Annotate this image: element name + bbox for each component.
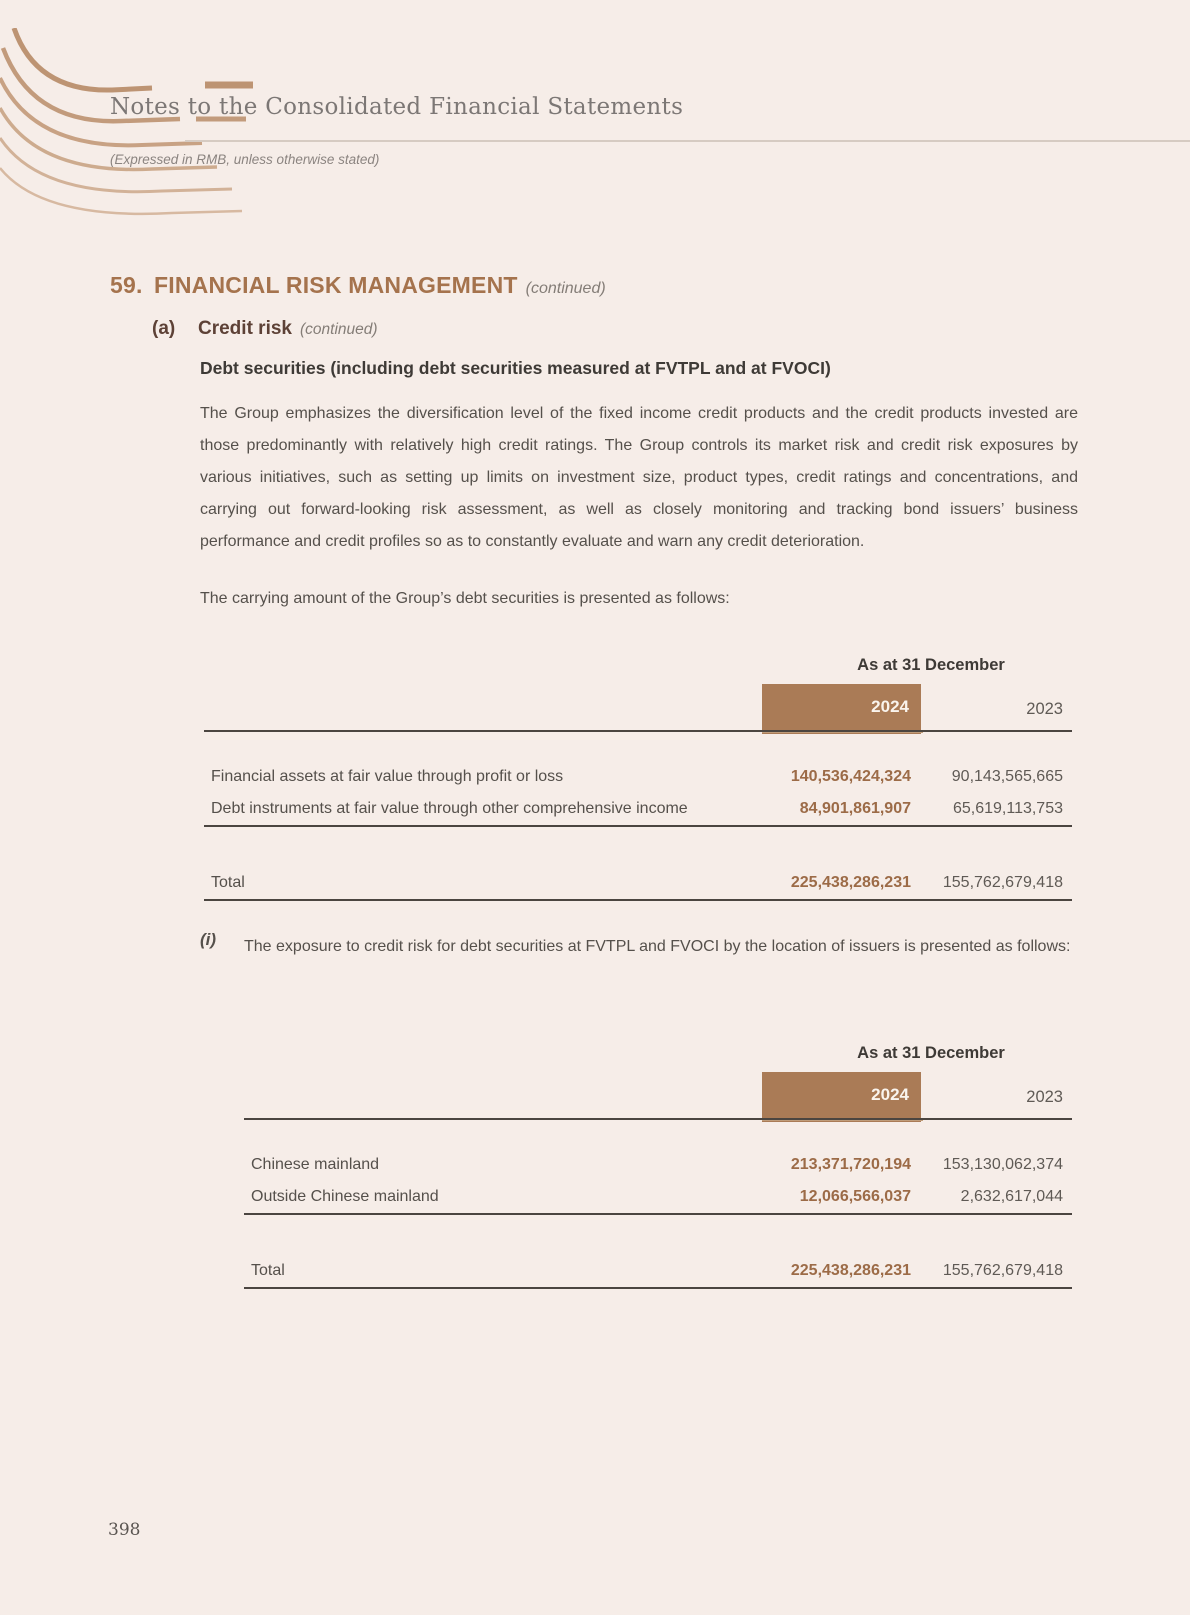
section-heading [110, 272, 606, 299]
table-row [244, 1149, 1072, 1181]
subsection-label: (a) [152, 318, 176, 339]
row-label: Outside Chinese mainland [251, 1188, 439, 1205]
value-2023: 90,143,565,665 [951, 768, 1063, 785]
value-2023: 65,619,113,753 [952, 800, 1063, 817]
spacer [204, 733, 1072, 761]
item-i-text: The exposure to credit risk for debt securities at FVTPL and FVOCI by the location of issuers is presented as follows: [244, 938, 1071, 955]
spacer [244, 1215, 1072, 1255]
year-header-row [204, 684, 1072, 730]
total-value-2024: 225,438,286,231 [790, 1262, 911, 1279]
table-row [204, 761, 1072, 793]
value-2024: 140,536,424,324 [790, 768, 911, 785]
total-value-2024: 225,438,286,231 [790, 874, 911, 891]
year-header-row [244, 1072, 1072, 1118]
subsection-continued: (continued) [299, 321, 378, 338]
value-2023: 2,632,617,044 [960, 1188, 1063, 1205]
empty-cell [204, 684, 762, 734]
total-row [244, 1255, 1072, 1287]
carrying-amount-table [204, 656, 1072, 901]
subsection-heading [152, 318, 378, 340]
page-subtitle: (Expressed in RMB, unless otherwise stated) [110, 152, 380, 167]
table-body [244, 1118, 1072, 1289]
item-i-block [200, 930, 1078, 964]
period-header: As at 31 December [857, 1044, 1005, 1062]
row-label: Chinese mainland [251, 1156, 380, 1173]
spacer [204, 827, 1072, 867]
section-continued: (continued) [525, 280, 606, 297]
table-row [204, 793, 1072, 825]
debt-securities-heading: Debt securities (including debt securities measured at FVTPL and at FVOCI) [200, 358, 831, 378]
page-number: 398 [108, 1520, 141, 1540]
spacer [244, 1121, 1072, 1149]
empty-cell [244, 1072, 762, 1122]
column-header-2024: 2024 [762, 1072, 921, 1122]
value-2024: 84,901,861,907 [799, 800, 911, 817]
total-row [204, 867, 1072, 899]
page-title: Notes to the Consolidated Financial Statements [110, 94, 684, 120]
value-2024: 12,066,566,037 [799, 1188, 911, 1205]
value-2023: 153,130,062,374 [942, 1156, 1063, 1173]
table-row [244, 1181, 1072, 1213]
table-body [204, 730, 1072, 901]
swoosh-decoration-icon [0, 28, 270, 238]
subsection-title: Credit risk [198, 318, 292, 339]
item-i-label: (i) [200, 930, 217, 949]
column-header-2023: 2023 [1026, 1088, 1063, 1106]
column-header-2024: 2024 [762, 684, 921, 734]
total-label: Total [251, 1262, 285, 1279]
column-header-2023: 2023 [1026, 700, 1063, 718]
row-label: Debt instruments at fair value through other comprehensive income [211, 800, 688, 817]
intro-paragraph: The Group emphasizes the diversification level of the fixed income credit products and the credit products invested are those predominantly with relatively high credit ratings. The Group controls its market risk and credit risk exposures by various initiatives, such as setting up limits on investment size, product types, credit ratings and concentrations, and carrying out forward-looking risk assessment, as well as closely monitoring and tracking bond issuers’ business performance and credit profiles so as to constantly evaluate and warn any credit deterioration. [200, 405, 1078, 550]
value-2024: 213,371,720,194 [790, 1156, 911, 1173]
total-label: Total [211, 874, 245, 891]
total-value-2023: 155,762,679,418 [942, 874, 1063, 891]
issuer-location-table [244, 1044, 1072, 1289]
header-divider [185, 140, 1190, 142]
section-title: FINANCIAL RISK MANAGEMENT [154, 272, 518, 298]
row-label: Financial assets at fair value through profit or loss [211, 768, 564, 785]
total-value-2023: 155,762,679,418 [942, 1262, 1063, 1279]
section-number: 59. [110, 272, 143, 298]
period-header: As at 31 December [857, 656, 1005, 674]
carrying-amount-lead-in: The carrying amount of the Group’s debt securities is presented as follows: [200, 590, 730, 607]
